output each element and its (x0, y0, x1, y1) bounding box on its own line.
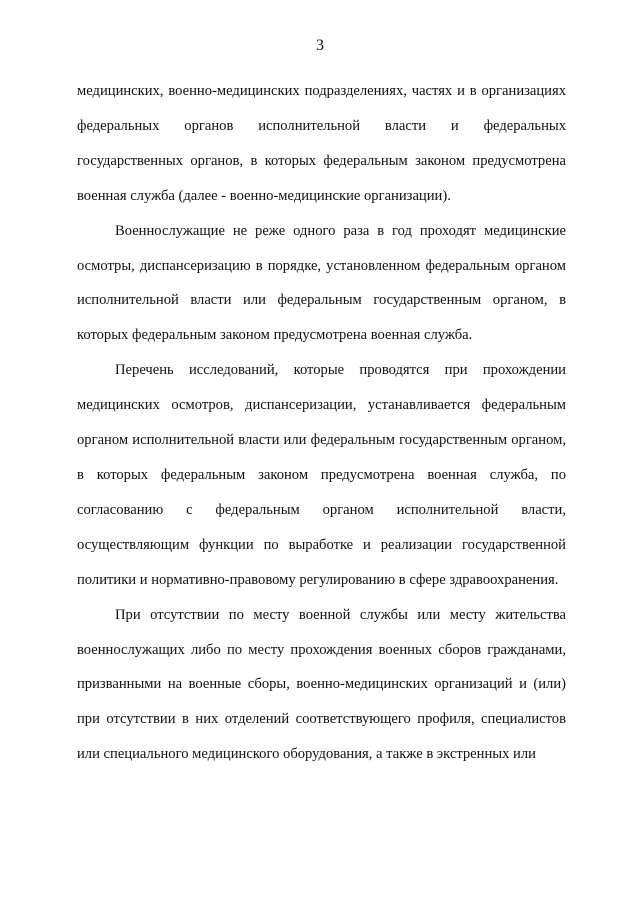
page-number: 3 (316, 37, 324, 54)
paragraph-absence-of-organizations: При отсутствии по месту военной службы или месту жительства военнослужащих либо по месту прохождения военных сборов гражданами, призванными на военные сборы, военно-медицинских организаций и (или) при отсутствии в них отделений соответствующего профиля, специалистов или специального медицинского оборудования, а также в экстренных или (77, 606, 566, 763)
paragraph-continuation: медицинских, военно-медицинских подразделениях, частях и в организациях федеральных органов исполнительной власти и федеральных государственных органов, в которых федеральным законом предусмотрена военная служба (далее - военно-медицинские организации). (77, 83, 566, 204)
document-body (77, 74, 566, 772)
paragraph-list-of-examinations: Перечень исследований, которые проводятся при прохождении медицинских осмотров, диспансеризации, устанавливается федеральным органом исполнительной власти или федеральным государственным органом, в которых федеральным законом предусмотрена военная служба, по согласованию с федеральным органом исполнительной власти, осуществляющим функции по выработке и реализации государственной политики и нормативно-правовому регулированию в сфере здравоохранения. (77, 362, 566, 588)
paragraph-medical-examinations: Военнослужащие не реже одного раза в год проходят медицинские осмотры, диспансеризацию в порядке, установленном федеральным органом исполнительной власти или федеральным государственным органом, в которых федеральным законом предусмотрена военная служба. (77, 222, 566, 344)
